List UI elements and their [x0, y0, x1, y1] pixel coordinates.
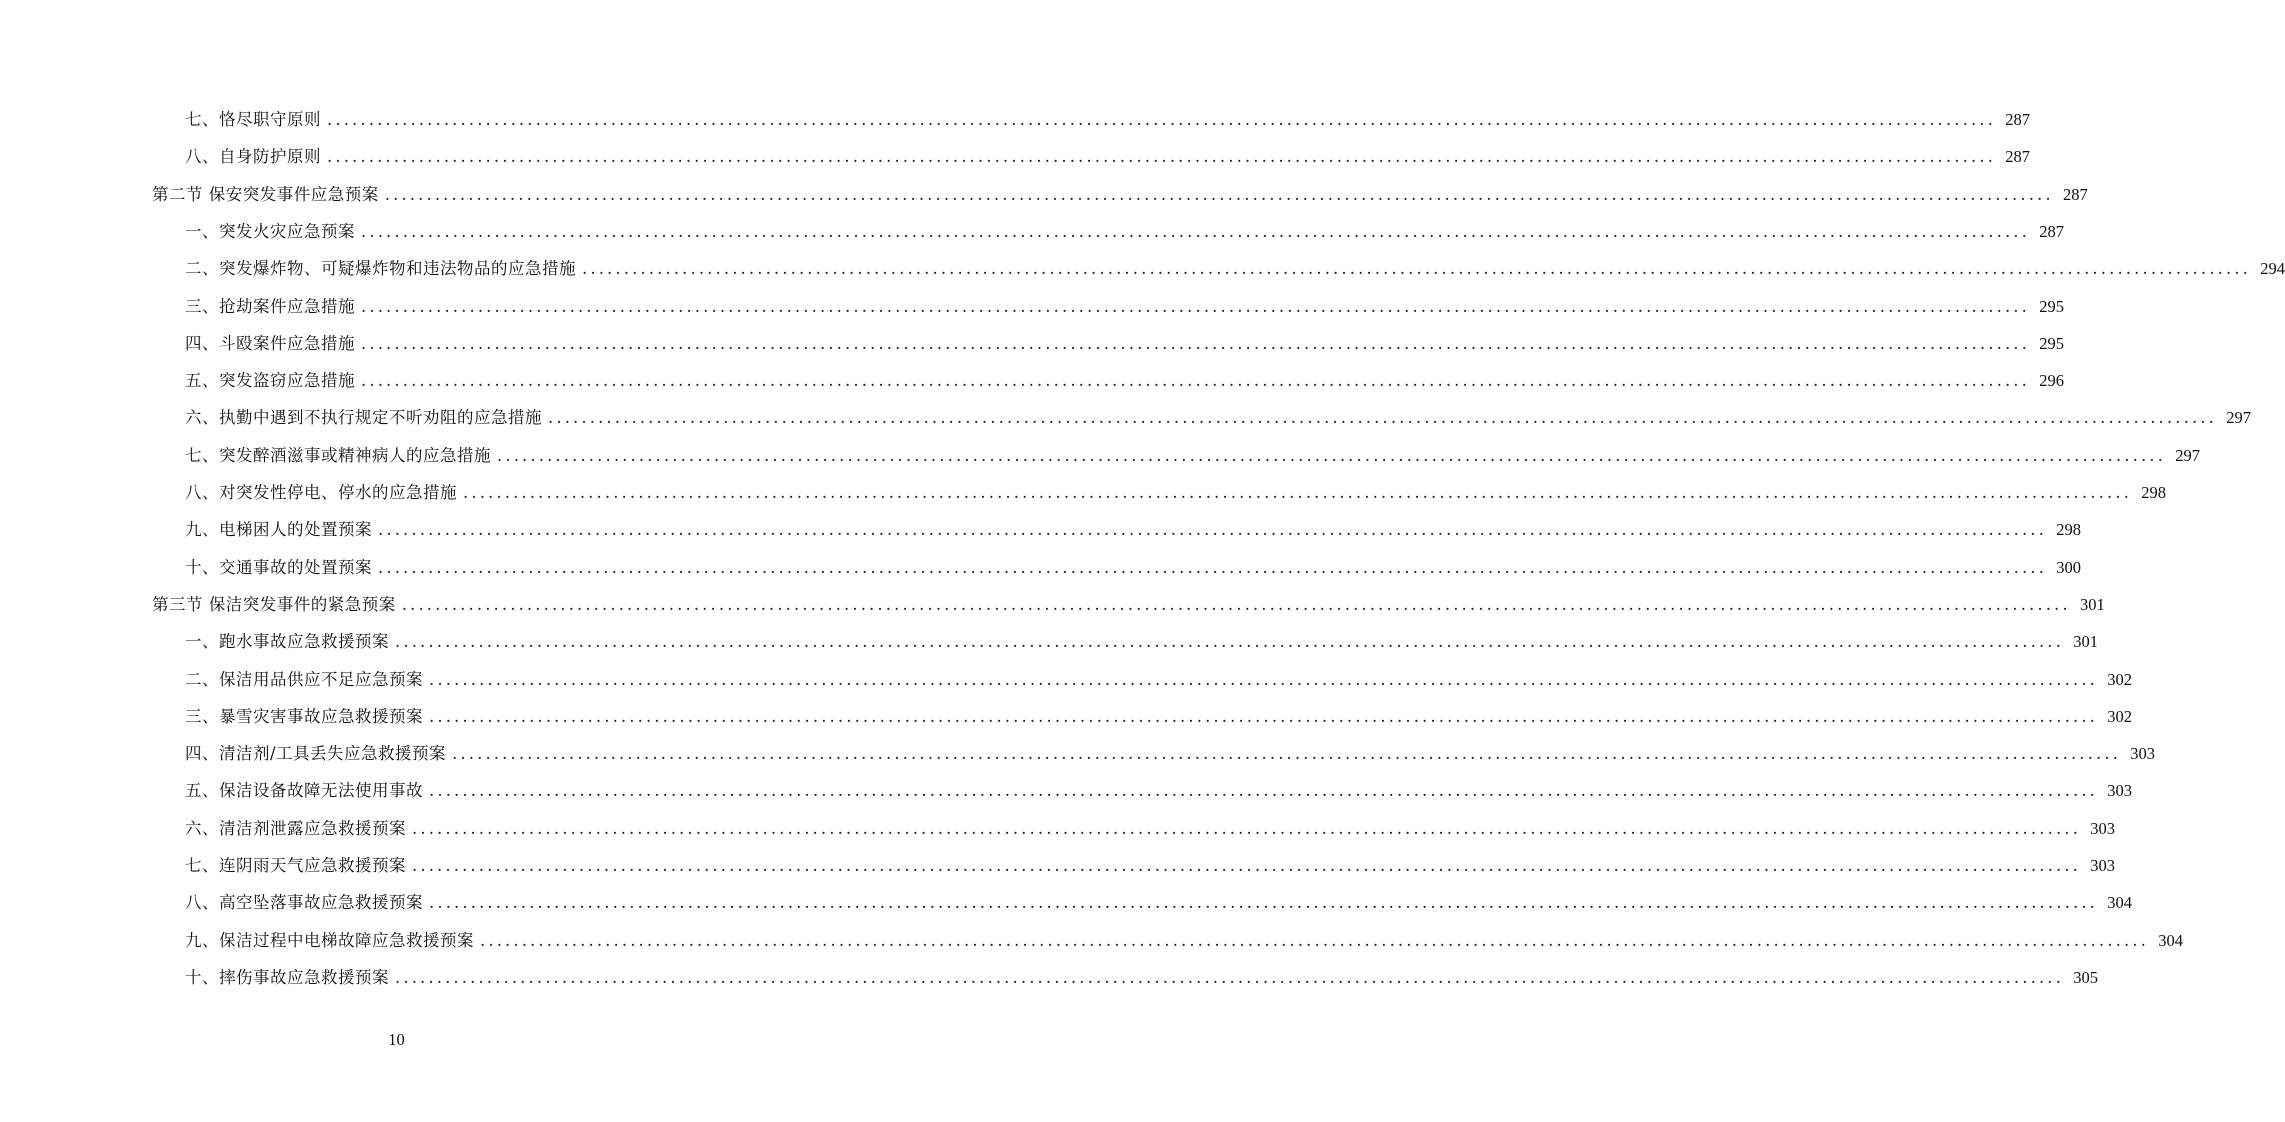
toc-entry: [185, 213, 2064, 250]
toc-entry-title: 三、暴雪灾害事故应急救援预案: [185, 706, 423, 726]
toc-entry-page: 296: [2039, 371, 2064, 391]
toc-entry-title: 二、保洁用品供应不足应急预案: [185, 669, 423, 689]
toc-leader-dots: ........................................................................................................................................................................................................: [395, 632, 2064, 652]
page-number: 10: [388, 1030, 405, 1049]
toc-entry-page: 298: [2056, 520, 2081, 540]
toc-leader-dots: ........................................................................................................................................................................................................: [429, 706, 2098, 726]
toc-entry-page: 301: [2073, 632, 2098, 652]
toc-leader-dots: ........................................................................................................................................................................................................: [480, 930, 2149, 950]
toc-leader-dots: ........................................................................................................................................................................................................: [452, 744, 2122, 764]
toc-leader-dots: ........................................................................................................................................................................................................: [548, 408, 2217, 428]
toc-entry-title: 二、突发爆炸物、可疑爆炸物和违法物品的应急措施: [185, 259, 576, 279]
toc-leader-dots: ........................................................................................................................................................................................................: [395, 967, 2064, 987]
toc-entry-page: 287: [2062, 184, 2088, 204]
toc-leader-dots: ........................................................................................................................................................................................................: [384, 184, 2054, 204]
toc-entry-title: 七、恪尽职守原则: [185, 110, 321, 129]
toc-entry-page: 287: [2005, 147, 2030, 167]
toc-entry-title: 十、交通事故的处置预案: [185, 557, 372, 577]
toc-leader-dots: ........................................................................................................................................................................................................: [412, 856, 2081, 875]
toc-leader-dots: ........................................................................................................................................................................................................: [497, 445, 2166, 465]
toc-leader-dots: ........................................................................................................................................................................................................: [327, 147, 1996, 167]
toc-entry-page: 303: [2130, 744, 2156, 764]
toc-entry-page: 303: [2107, 781, 2132, 801]
toc-entry: [185, 698, 2132, 735]
toc-entry-title: 六、执勤中遇到不执行规定不听劝阻的应急措施: [185, 408, 542, 428]
toc-entry: [185, 884, 2132, 921]
toc-entry-title: 七、突发醉酒滋事或精神病人的应急措施: [185, 445, 491, 465]
toc-entry-title: 四、斗殴案件应急措施: [185, 333, 355, 353]
toc-entry-page: 287: [2039, 221, 2064, 241]
toc-entry: [185, 549, 2081, 586]
toc-entry-title: 第二节 保安突发事件应急预案: [152, 184, 379, 204]
toc-leader-dots: ........................................................................................................................................................................................................: [429, 669, 2098, 689]
toc-entry-title: 一、突发火灾应急预案: [185, 221, 355, 241]
toc-leader-dots: ........................................................................................................................................................................................................: [378, 520, 2047, 540]
toc-entry-title: 七、连阴雨天气应急救援预案: [185, 856, 406, 875]
toc-leader-dots: ........................................................................................................................................................................................................: [327, 110, 1996, 129]
toc-entry: [185, 735, 2156, 772]
toc-leader-dots: ........................................................................................................................................................................................................: [463, 483, 2132, 502]
toc-entry: [185, 623, 2098, 660]
toc-entry: [185, 101, 2030, 138]
toc-entry: [185, 362, 2064, 399]
toc-entry: [185, 511, 2081, 548]
toc-entry-title: 五、突发盗窃应急措施: [185, 371, 355, 391]
toc-entry: [185, 810, 2115, 847]
toc-entry-title: 第三节 保洁突发事件的紧急预案: [152, 594, 396, 614]
toc-entry-title: 八、自身防护原则: [185, 147, 321, 167]
toc-leader-dots: ........................................................................................................................................................................................................: [429, 893, 2098, 913]
toc-entry-page: 303: [2090, 818, 2115, 838]
toc-entry-page: 295: [2039, 333, 2064, 353]
toc-entry-page: 303: [2090, 856, 2115, 875]
toc-entry-page: 297: [2226, 408, 2251, 428]
toc-entry-page: 298: [2141, 483, 2166, 502]
toc-section-entry: [152, 176, 2088, 213]
toc-entry: [185, 399, 2251, 436]
toc-entry: [185, 437, 2200, 474]
toc-entry: [185, 847, 2115, 884]
toc-entry: [185, 288, 2064, 325]
toc-entry: [185, 772, 2132, 809]
toc-entry-title: 九、保洁过程中电梯故障应急救援预案: [185, 930, 474, 950]
toc-section-entry: [152, 586, 2105, 623]
toc-entry-page: 287: [2005, 110, 2030, 129]
toc-entry-title: 四、清洁剂/工具丢失应急救援预案: [185, 744, 447, 764]
toc-entry-page: 305: [2073, 967, 2098, 987]
toc-leader-dots: ........................................................................................................................................................................................................: [401, 594, 2071, 614]
toc-entry-title: 八、对突发性停电、停水的应急措施: [185, 483, 457, 502]
toc-leader-dots: ........................................................................................................................................................................................................: [582, 259, 2251, 279]
toc-entry-title: 九、电梯困人的处置预案: [185, 520, 372, 540]
toc-leader-dots: ........................................................................................................................................................................................................: [429, 781, 2098, 801]
toc-entry-page: 295: [2039, 296, 2064, 316]
toc-entry: [185, 661, 2132, 698]
toc-entry-page: 302: [2107, 706, 2132, 726]
toc-entry: [185, 959, 2098, 996]
toc-entry-page: 302: [2107, 669, 2132, 689]
toc-leader-dots: ........................................................................................................................................................................................................: [361, 296, 2030, 316]
toc-entry-title: 五、保洁设备故障无法使用事故: [185, 781, 423, 801]
toc-leader-dots: ........................................................................................................................................................................................................: [361, 333, 2030, 353]
toc-entry-page: 304: [2158, 930, 2183, 950]
toc-entry-page: 294: [2260, 259, 2285, 279]
toc-leader-dots: ........................................................................................................................................................................................................: [361, 221, 2030, 241]
toc-entry: [185, 474, 2166, 511]
toc-entry-page: 297: [2175, 445, 2200, 465]
toc-entry: [185, 138, 2030, 175]
toc-entry-page: 301: [2079, 594, 2105, 614]
toc-entry: [185, 325, 2064, 362]
toc-leader-dots: ........................................................................................................................................................................................................: [378, 557, 2047, 577]
toc-entry-title: 三、抢劫案件应急措施: [185, 296, 355, 316]
toc-entry-title: 八、高空坠落事故应急救援预案: [185, 893, 423, 913]
toc-leader-dots: ........................................................................................................................................................................................................: [361, 371, 2030, 391]
toc-entry-title: 一、跑水事故应急救援预案: [185, 632, 389, 652]
toc-entry-title: 六、清洁剂泄露应急救援预案: [185, 818, 406, 838]
toc-entry-page: 304: [2107, 893, 2132, 913]
toc-leader-dots: ........................................................................................................................................................................................................: [412, 818, 2081, 838]
toc-entry-page: 300: [2056, 557, 2081, 577]
toc-entry: [185, 250, 2285, 287]
toc-entry-title: 十、摔伤事故应急救援预案: [185, 967, 389, 987]
toc-entry: [185, 922, 2183, 959]
